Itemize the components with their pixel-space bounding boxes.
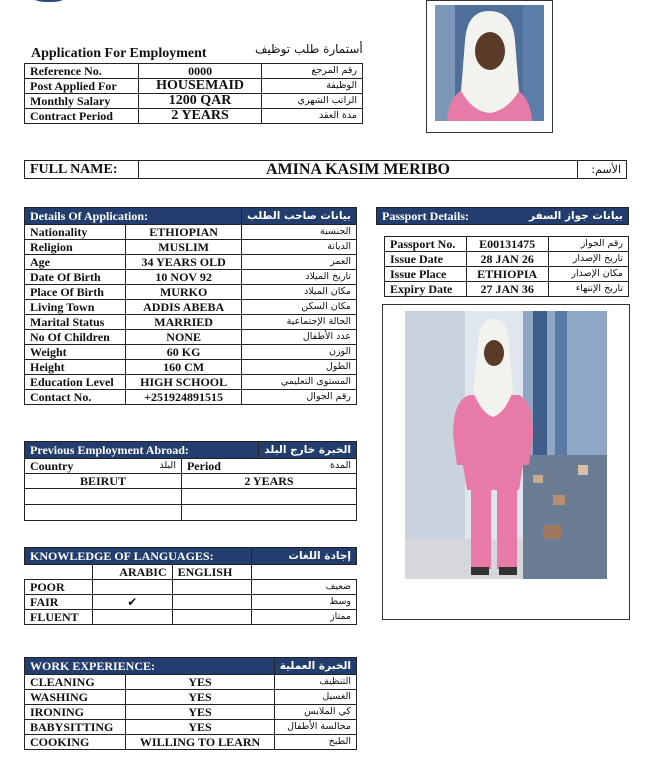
period-value xyxy=(181,489,356,505)
row-label: Education Level xyxy=(25,375,126,390)
skill-value: YES xyxy=(126,720,274,735)
skill-label: WASHING xyxy=(25,690,126,705)
full-body-photo-frame xyxy=(382,304,630,620)
table-row xyxy=(25,705,357,720)
work-title-ar: الخبرة العملية xyxy=(274,658,356,675)
table-row xyxy=(25,360,357,375)
row-label-ar: تاريخ الإصدار xyxy=(548,252,629,267)
row-label: Marital Status xyxy=(25,315,126,330)
row-label: Contact No. xyxy=(25,390,126,405)
row-label: Place Of Birth xyxy=(25,285,126,300)
level-label: FAIR xyxy=(25,595,93,610)
country-value xyxy=(25,489,182,505)
skill-label: IRONING xyxy=(25,705,126,720)
table-row xyxy=(25,109,363,124)
skill-value: YES xyxy=(126,705,274,720)
full-name-table xyxy=(24,160,627,179)
contract-label-ar: مدة العقد xyxy=(262,109,363,124)
passport-title-ar: بيانات جواز السفر xyxy=(498,208,628,225)
details-title: Details Of Application: xyxy=(25,208,242,225)
table-row xyxy=(25,690,357,705)
row-label-ar: رقم الجواز xyxy=(548,237,629,252)
row-label-ar: تاريخ الإنتهاء xyxy=(548,282,629,297)
form-title-ar: أستمارة طلب توظيف xyxy=(255,42,363,56)
full-name-label-ar: الأسم: xyxy=(578,161,627,179)
country-header: Country xyxy=(25,459,105,474)
level-label: FLUENT xyxy=(25,610,93,625)
table-row xyxy=(25,315,357,330)
salary-label: Monthly Salary xyxy=(25,94,139,109)
skill-label: COOKING xyxy=(25,735,126,750)
previous-employment-table xyxy=(24,441,357,521)
row-label-ar: الديانة xyxy=(242,240,357,255)
skill-label-ar: التنظيف xyxy=(274,675,356,690)
row-label-ar: عدد الأطفال xyxy=(242,330,357,345)
period-value xyxy=(181,505,356,521)
full-body-photo xyxy=(383,305,629,619)
row-label-ar: مكان الإصدار xyxy=(548,267,629,282)
table-row xyxy=(385,237,629,252)
top-info-table xyxy=(24,63,363,124)
table-row xyxy=(25,610,357,625)
row-value: E00131475 xyxy=(466,237,548,252)
english-mark xyxy=(172,610,252,625)
salary-value: 1200 QAR xyxy=(138,94,262,109)
country-header-ar: البلد xyxy=(105,459,182,474)
contract-label: Contract Period xyxy=(25,109,139,124)
portrait-photo-frame xyxy=(426,0,553,133)
table-row xyxy=(25,79,363,94)
row-value: +251924891515 xyxy=(126,390,242,405)
row-label: Nationality xyxy=(25,225,126,240)
portrait-photo xyxy=(427,1,552,132)
english-col-header: ENGLISH xyxy=(172,565,252,580)
row-label: Living Town xyxy=(25,300,126,315)
table-row xyxy=(25,565,357,580)
table-row xyxy=(25,345,357,360)
row-label: Date Of Birth xyxy=(25,270,126,285)
period-header-ar: المدة xyxy=(259,459,357,474)
table-row xyxy=(25,375,357,390)
level-label-ar: ضعيف xyxy=(252,580,357,595)
row-label-ar: الجنسية xyxy=(242,225,357,240)
table-row xyxy=(25,595,357,610)
ref-label: Reference No. xyxy=(25,64,139,79)
row-label: Issue Date xyxy=(385,252,467,267)
row-label: Expiry Date xyxy=(385,282,467,297)
passport-header-table xyxy=(376,207,629,225)
skill-value: YES xyxy=(126,690,274,705)
table-row xyxy=(25,489,357,505)
skill-label-ar: الطبخ xyxy=(274,735,356,750)
period-header: Period xyxy=(181,459,258,474)
skill-value: YES xyxy=(126,675,274,690)
details-title-ar: بيانات صاحب الطلب xyxy=(242,208,357,225)
table-row xyxy=(25,459,357,474)
row-label: Age xyxy=(25,255,126,270)
table-row xyxy=(25,255,357,270)
table-row xyxy=(25,300,357,315)
row-value: ADDIS ABEBA xyxy=(126,300,242,315)
table-row xyxy=(25,270,357,285)
row-value: HIGH SCHOOL xyxy=(126,375,242,390)
table-row xyxy=(25,720,357,735)
skill-label: BABYSITTING xyxy=(25,720,126,735)
level-label-ar: وسط xyxy=(252,595,357,610)
english-mark xyxy=(172,580,252,595)
row-label-ar: المستوى التعليمي xyxy=(242,375,357,390)
company-logo xyxy=(14,0,84,2)
table-row xyxy=(25,675,357,690)
table-row xyxy=(25,330,357,345)
skill-label-ar: كي الملابس xyxy=(274,705,356,720)
skill-label: CLEANING xyxy=(25,675,126,690)
row-value: NONE xyxy=(126,330,242,345)
table-row xyxy=(25,580,357,595)
passport-header xyxy=(377,208,629,225)
ref-label-ar: رقم المرجع xyxy=(262,64,363,79)
work-header xyxy=(25,658,357,675)
ref-value: 0000 xyxy=(138,64,262,79)
row-value: 27 JAN 36 xyxy=(466,282,548,297)
languages-header xyxy=(25,548,357,565)
full-name-label: FULL NAME: xyxy=(25,161,139,179)
row-label: Issue Place xyxy=(385,267,467,282)
level-label-ar: ممتاز xyxy=(252,610,357,625)
work-experience-table xyxy=(24,657,357,750)
languages-title: KNOWLEDGE OF LANGUAGES: xyxy=(25,548,252,565)
row-label-ar: تاريخ الميلاد xyxy=(242,270,357,285)
level-label: POOR xyxy=(25,580,93,595)
table-row xyxy=(25,474,357,489)
row-label: No Of Children xyxy=(25,330,126,345)
row-label: Religion xyxy=(25,240,126,255)
country-value: BEIRUT xyxy=(25,474,182,489)
skill-label-ar: مجالسة الأطفال xyxy=(274,720,356,735)
row-label-ar: العمر xyxy=(242,255,357,270)
row-label: Weight xyxy=(25,345,126,360)
previous-title-ar: الخبرة خارج البلد xyxy=(259,442,357,459)
country-value xyxy=(25,505,182,521)
previous-header xyxy=(25,442,357,459)
full-name-value: AMINA KASIM MERIBO xyxy=(138,161,577,179)
blank-cell xyxy=(252,565,357,580)
row-value: 10 NOV 92 xyxy=(126,270,242,285)
languages-title-ar: إجادة اللغات xyxy=(252,548,357,565)
row-value: ETHIOPIAN xyxy=(126,225,242,240)
form-title-en: Application For Employment xyxy=(31,46,207,61)
blank-cell xyxy=(25,565,93,580)
row-value: MUSLIM xyxy=(126,240,242,255)
row-value: 160 CM xyxy=(126,360,242,375)
row-label-ar: الحالة الإجتماعية xyxy=(242,315,357,330)
row-label: Height xyxy=(25,360,126,375)
table-row xyxy=(25,64,363,79)
post-label: Post Applied For xyxy=(25,79,139,94)
arabic-mark xyxy=(92,610,172,625)
row-value: MARRIED xyxy=(126,315,242,330)
table-row xyxy=(25,735,357,750)
row-label-ar: الوزن xyxy=(242,345,357,360)
table-row xyxy=(25,240,357,255)
arabic-mark: ✔ xyxy=(92,595,172,610)
table-row xyxy=(385,282,629,297)
english-mark xyxy=(172,595,252,610)
post-value: HOUSEMAID xyxy=(138,79,262,94)
skill-label-ar: الغسيل xyxy=(274,690,356,705)
table-row xyxy=(25,161,627,179)
row-label-ar: رقم الجوال xyxy=(242,390,357,405)
previous-title: Previous Employment Abroad: xyxy=(25,442,259,459)
passport-title: Passport Details: xyxy=(377,208,499,225)
skill-value: WILLING TO LEARN xyxy=(126,735,274,750)
table-row xyxy=(25,505,357,521)
table-row xyxy=(25,285,357,300)
row-value: MURKO xyxy=(126,285,242,300)
work-title: WORK EXPERIENCE: xyxy=(25,658,275,675)
row-value: 34 YEARS OLD xyxy=(126,255,242,270)
details-table xyxy=(24,207,357,405)
languages-table xyxy=(24,547,357,625)
row-value: 28 JAN 26 xyxy=(466,252,548,267)
row-label-ar: الطول xyxy=(242,360,357,375)
table-row xyxy=(25,94,363,109)
contract-value: 2 YEARS xyxy=(138,109,262,124)
salary-label-ar: الراتب الشهري xyxy=(262,94,363,109)
row-value: ETHIOPIA xyxy=(466,267,548,282)
row-value: 60 KG xyxy=(126,345,242,360)
post-label-ar: الوظيفة xyxy=(262,79,363,94)
passport-table xyxy=(384,236,629,297)
row-label: Passport No. xyxy=(385,237,467,252)
table-row xyxy=(25,225,357,240)
row-label-ar: مكان السكن xyxy=(242,300,357,315)
table-row xyxy=(385,252,629,267)
arabic-col-header: ARABIC xyxy=(92,565,172,580)
table-row xyxy=(25,390,357,405)
table-row xyxy=(385,267,629,282)
row-label-ar: مكان الميلاد xyxy=(242,285,357,300)
details-header xyxy=(25,208,357,225)
period-value: 2 YEARS xyxy=(181,474,356,489)
arabic-mark xyxy=(92,580,172,595)
